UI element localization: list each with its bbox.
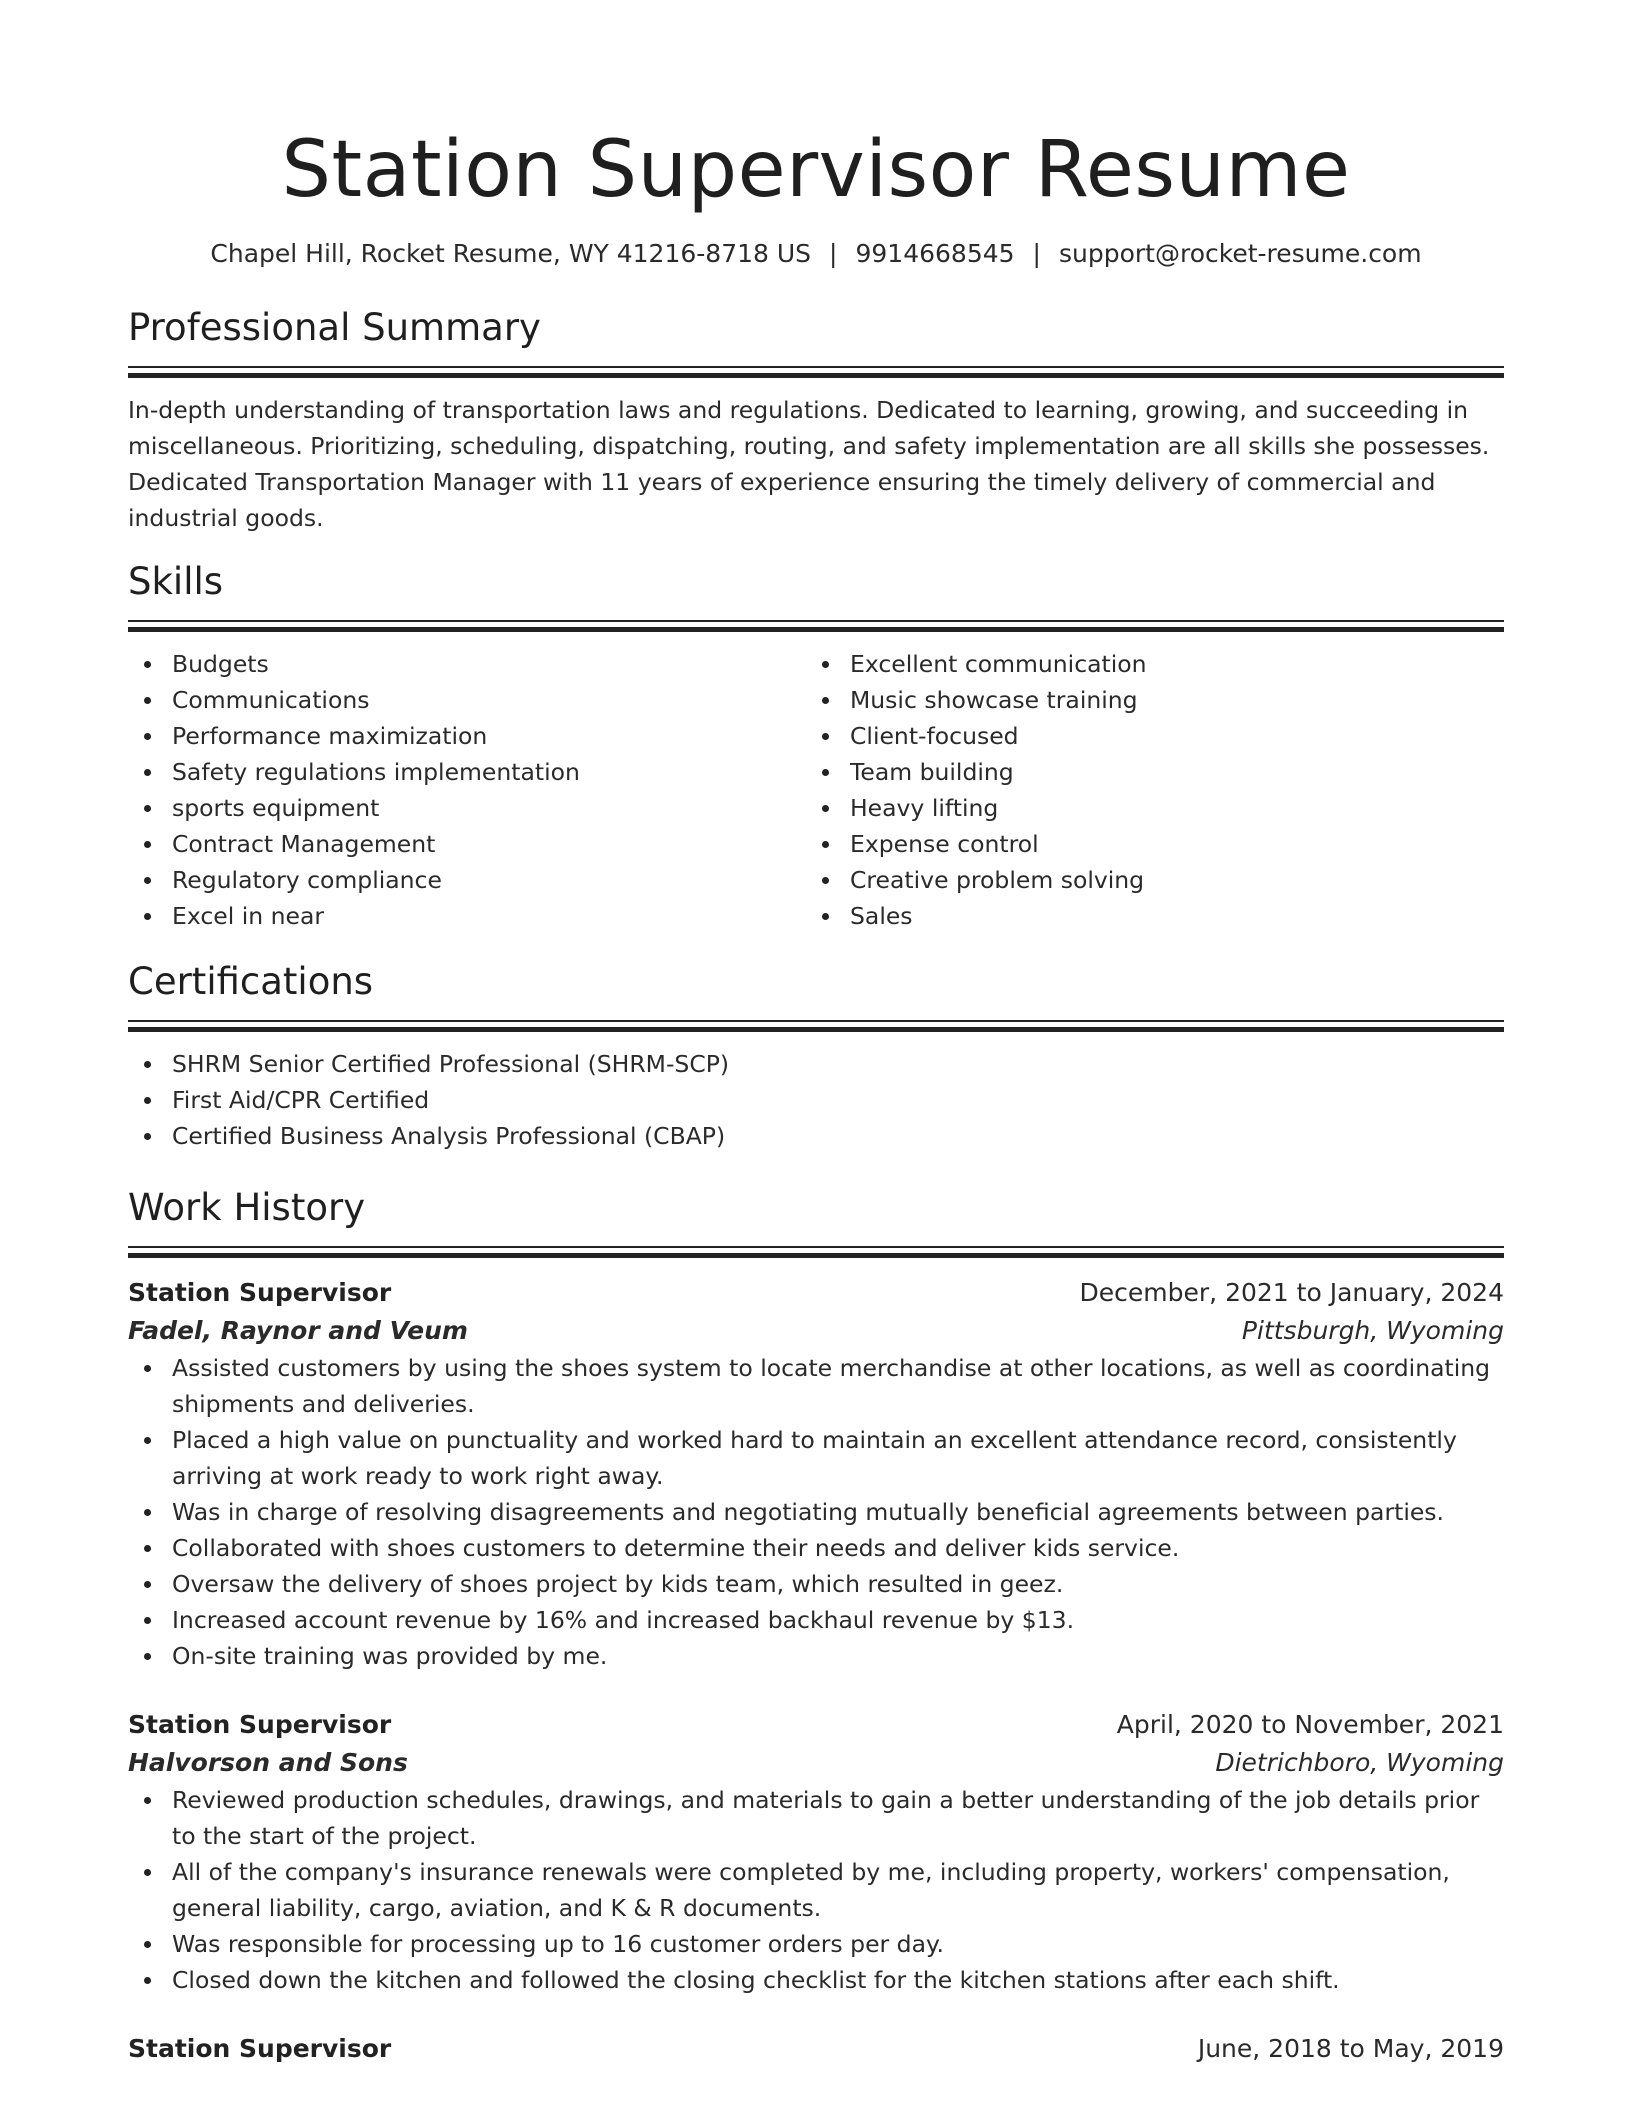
job-dates: June, 2018 to May, 2019 (1197, 2034, 1504, 2063)
skills-heading: Skills (128, 560, 224, 603)
list-item: Was responsible for processing up to 16 customer orders per day. (172, 1926, 1504, 1962)
contact-address: Chapel Hill, Rocket Resume, WY 41216-8718 US (210, 239, 812, 268)
list-item: Reviewed production schedules, drawings, and materials to gain a better understanding of the job details prior to the start of the project. (172, 1782, 1504, 1854)
job-title: Station Supervisor (128, 1710, 392, 1739)
list-item: SHRM Senior Certified Professional (SHRM-SCP) (172, 1046, 1504, 1082)
job-title: Station Supervisor (128, 1278, 392, 1307)
list-item: First Aid/CPR Certified (172, 1082, 1504, 1118)
contact-separator: | (1032, 239, 1041, 268)
skills-column-right (806, 646, 1484, 934)
job-subheader-row (128, 1312, 1504, 1350)
section-divider (128, 1020, 1504, 1032)
job-bullet-list (128, 1350, 1504, 1674)
list-item: Team building (850, 754, 1484, 790)
job-header-row (128, 1274, 1504, 1312)
certifications-heading: Certifications (128, 960, 374, 1003)
list-item: Was in charge of resolving disagreements and negotiating mutually beneficial agreements between parties. (172, 1494, 1504, 1530)
work-history-section (128, 1184, 1504, 2068)
resume-title: Station Supervisor Resume (281, 125, 1351, 215)
list-item: Heavy lifting (850, 790, 1484, 826)
contact-separator: | (829, 239, 838, 268)
list-item: All of the company's insurance renewals were completed by me, including property, workers' compensation, general liability, cargo, aviation, and K & R documents. (172, 1854, 1504, 1926)
list-item: Closed down the kitchen and followed the closing checklist for the kitchen stations after each shift. (172, 1962, 1504, 1998)
job-company: Fadel, Raynor and Veum (128, 1316, 468, 1345)
resume-page (128, 0, 1504, 2068)
contact-email: support@rocket-resume.com (1058, 239, 1422, 268)
job-header-row (128, 2030, 1504, 2068)
section-divider (128, 620, 1504, 632)
contact-line (128, 238, 1504, 270)
job-location: Dietrichboro, Wyoming (1215, 1748, 1504, 1777)
job-location: Pittsburgh, Wyoming (1241, 1316, 1504, 1345)
list-item: Music showcase training (850, 682, 1484, 718)
job-entry (128, 1274, 1504, 1674)
list-item: Regulatory compliance (172, 862, 806, 898)
job-dates: December, 2021 to January, 2024 (1079, 1278, 1504, 1307)
list-item: Placed a high value on punctuality and worked hard to maintain an excellent attendance record, consistently arriving at work ready to work right away. (172, 1422, 1504, 1494)
job-company: Halvorson and Sons (128, 1748, 408, 1777)
list-item: Sales (850, 898, 1484, 934)
list-item: Oversaw the delivery of shoes project by kids team, which resulted in geez. (172, 1566, 1504, 1602)
list-item: Certified Business Analysis Professional (CBAP) (172, 1118, 1504, 1154)
summary-heading: Professional Summary (128, 306, 541, 349)
job-subheader-row (128, 1744, 1504, 1782)
list-item: Safety regulations implementation (172, 754, 806, 790)
skills-grid (128, 646, 1504, 934)
list-item: Increased account revenue by 16% and increased backhaul revenue by $13. (172, 1602, 1504, 1638)
list-item: Contract Management (172, 826, 806, 862)
work-history-heading: Work History (128, 1186, 366, 1229)
list-item: sports equipment (172, 790, 806, 826)
job-header-row (128, 1706, 1504, 1744)
skills-column-left (128, 646, 806, 934)
job-bullet-list (128, 1782, 1504, 1998)
list-item: Assisted customers by using the shoes system to locate merchandise at other locations, as well as coordinating shipments and deliveries. (172, 1350, 1504, 1422)
job-title: Station Supervisor (128, 2034, 392, 2063)
list-item: Communications (172, 682, 806, 718)
list-item: Client-focused (850, 718, 1484, 754)
list-item: Collaborated with shoes customers to determine their needs and deliver kids service. (172, 1530, 1504, 1566)
list-item: On-site training was provided by me. (172, 1638, 1504, 1674)
certifications-list (128, 1046, 1504, 1154)
section-divider (128, 1246, 1504, 1258)
list-item: Creative problem solving (850, 862, 1484, 898)
summary-section (128, 304, 1504, 536)
list-item: Expense control (850, 826, 1484, 862)
certifications-section (128, 958, 1504, 1154)
list-item: Excel in near (172, 898, 806, 934)
list-item: Performance maximization (172, 718, 806, 754)
skills-list-left (128, 646, 806, 934)
job-entry (128, 1706, 1504, 1998)
skills-list-right (806, 646, 1484, 934)
skills-section (128, 558, 1504, 934)
summary-text: In-depth understanding of transportation laws and regulations. Dedicated to learning, growing, and succeeding in miscellaneous. Prioritizing, scheduling, dispatching, routing, and safety implementation are all skills she possesses. Dedicated Transportation Manager with 11 years of experience ensuring the timely delivery of commercial and industrial goods. (128, 396, 1490, 532)
list-item: Budgets (172, 646, 806, 682)
list-item: Excellent communication (850, 646, 1484, 682)
section-divider (128, 366, 1504, 378)
contact-phone: 9914668545 (855, 239, 1015, 268)
job-dates: April, 2020 to November, 2021 (1116, 1710, 1504, 1739)
job-entry (128, 2030, 1504, 2068)
